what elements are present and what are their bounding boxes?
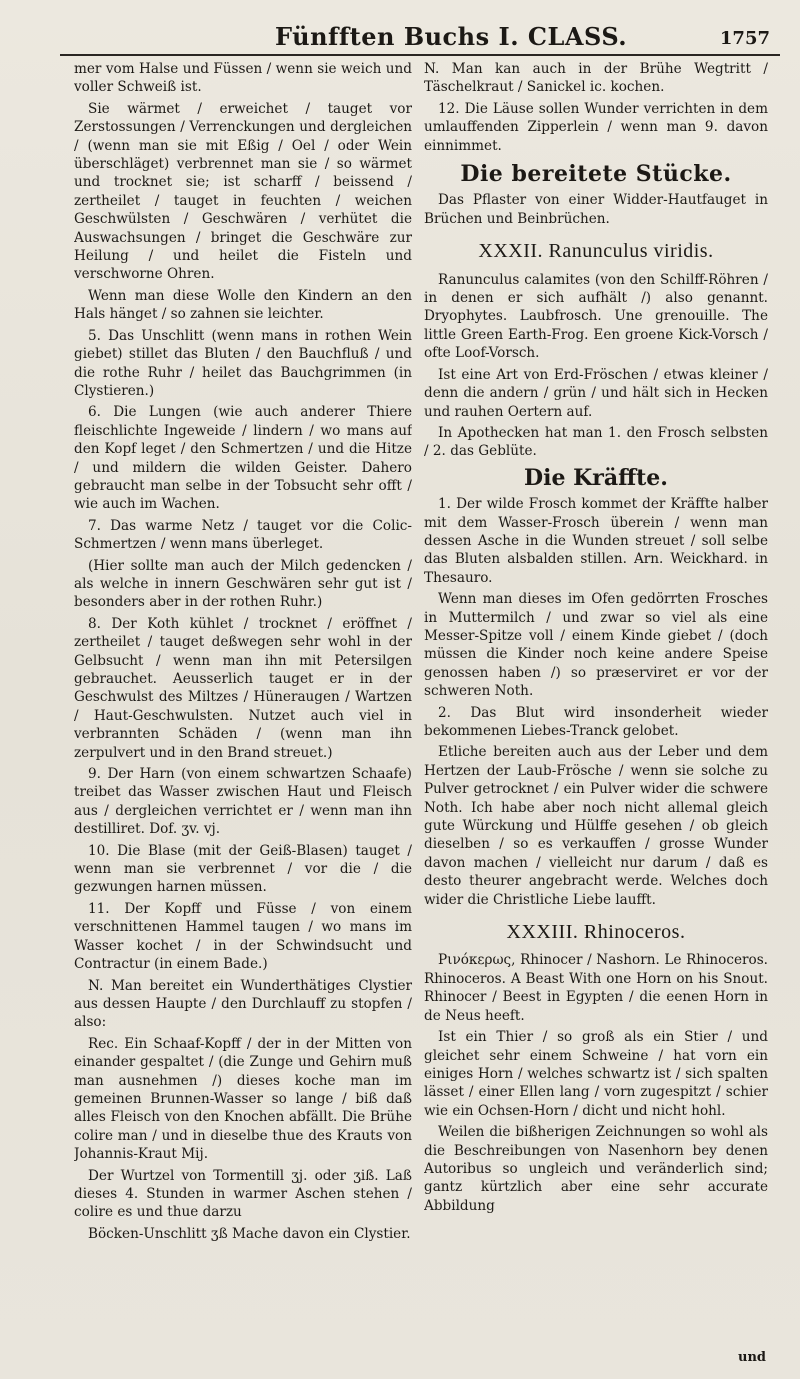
paragraph: Wenn man dieses im Ofen gedörrten Frosches in Muttermilch / und zwar so viel als eine Messer-Spitze voll / einem Kinde giebet / (doch müssen die Kinder noch keine andere Speise genossen haben /) so præserviret er vor der schweren Noth. xyxy=(424,591,768,700)
paragraph: Ist ein Thier / so groß als ein Stier / und gleichet sehr einem Schweine / hat vorn ein einiges Horn / welches schwartz ist / sich spalten lässet / einer Ellen lang / vorn zugespitzt / schier wie ein Ochsen-Horn / dicht und nicht hohl. xyxy=(424,1029,768,1119)
paragraph: 5. Das Unschlitt (wenn mans in rothen Wein giebet) stillet das Bluten / den Bauchfluß / und die rothe Ruhr / heilet das Bauchgrimmen (in Clystieren.) xyxy=(74,327,412,399)
paragraph: Ρινόκερως, Rhinocer / Nashorn. Le Rhinoceros. Rhinoceros. A Beast With one Horn on his Snout. Rhinocer / Beest in Egypten / die eenen Horn in de Neus heeft. xyxy=(424,952,768,1024)
entry-heading: XXXII. Ranunculus viridis. xyxy=(478,240,714,263)
paragraph: 7. Das warme Netz / tauget vor die Colic-Schmertzen / wenn mans überleget. xyxy=(74,517,412,553)
page-number: 1757 xyxy=(719,28,770,49)
paragraph: N. Man kan auch in der Brühe Wegtritt / Täschelkraut / Sanickel ic. kochen. xyxy=(424,61,768,96)
paragraph: In Apothecken hat man 1. den Frosch selbsten / 2. das Geblüte. xyxy=(424,424,768,460)
paragraph: 12. Die Läuse sollen Wunder verrichten in dem umlauffenden Zipperlein / wenn man 9. davon einnimmet. xyxy=(424,100,768,154)
paragraph: 10. Die Blase (mit der Geiß-Blasen) tauget / wenn man sie verbrennet / vor die / die gezwungen harnen müssen. xyxy=(74,842,412,896)
entry-heading: XXXIII. Rhinoceros. xyxy=(506,921,686,944)
paragraph: mer vom Halse und Füssen / wenn sie weich und voller Schweiß ist. xyxy=(74,61,412,96)
paragraph: Böcken-Unschlitt ʒß Mache davon ein Clystier. xyxy=(88,1225,411,1242)
paragraph: 9. Der Harn (von einem schwartzen Schaafe) treibet das Wasser zwischen Haut und Fleisch aus / dergleichen verrichtet er / wenn man ihn destilliret. Dof. ʒv. vj. xyxy=(74,766,412,838)
paragraph: 11. Der Kopff und Füsse / von einem verschnittenen Hammel taugen / wo mans im Wasser kochet / in der Schwindsucht und Contractur (in einem Bade.) xyxy=(74,900,412,973)
paragraph: Das Pflaster von einer Widder-Hautfauget in Brüchen und Beinbrüchen. xyxy=(424,192,768,227)
paragraph: Sie wärmet / erweichet / tauget vor Zerstossungen / Verrenckungen und dergleichen / (wenn man sie mit Eßig / Oel / oder Wein überschläget) verbrennet man sie / so wärmet und trocknet sie; ist scharff / beissend / zertheilet / tauget in feuchten / weichen Geschwülsten / Geschwären / verhütet die Auswachsungen / bringet die Geschwäre zur Heilung / und heilet die Fisteln und verschworne Ohren. xyxy=(74,100,412,283)
paragraph: Weilen die bißherigen Zeichnungen so wohl als die Beschreibungen von Nasenhorn bey denen Autoribus so ungleich und veränderlich sind; gantz kürtzlich aber eine sehr accurate Abbildung xyxy=(424,1124,768,1214)
paragraph: (Hier sollte man auch der Milch gedencken / als welche in innern Geschwären sehr gut ist / besonders aber in der rothen Ruhr.) xyxy=(74,557,412,611)
running-title: Fünfften Buchs I. CLASS. xyxy=(275,22,628,51)
paragraph: Rec. Ein Schaaf-Kopff / der in der Mitten von einander gespaltet / (die Zunge und Gehirn muß man ausnehmen /) dieses koche man im gemeinen Brunnen-Wasser so lange / biß daß alles Fleisch von den Knochen abfällt. Die Brühe colire man / und in dieselbe thue des Krauts von Johannis-Kraut Mij. xyxy=(74,1035,412,1163)
paragraph: Ranunculus calamites (von den Schilff-Röhren / in denen er sich aufhält /) also genannt. Dryophytes. Laubfrosch. Une grenouille. The little Green Earth-Frog. Een groene Kick-Vorsch / ofte Loof-Vorsch. xyxy=(424,271,768,362)
paragraph: 8. Der Koth kühlet / trocknet / eröffnet / zertheilet / tauget deßwegen sehr wohl in der Gelbsucht / wenn man ihn mit Petersilgen gebrauchet. Aeusserlich tauget er in der Geschwulst des Miltzes / Hüneraugen / Wartzen / Haut-Geschwulsten. Nutzet auch viel in verbrannten Schäden / (wenn man ihn zerpulvert und in den Brand streuet.) xyxy=(74,615,412,761)
paragraph: N. Man bereitet ein Wunderthätiges Clystier aus dessen Haupte / den Durchlauff zu stopfen / also: xyxy=(74,977,412,1031)
paragraph: Etliche bereiten auch aus der Leber und dem Hertzen der Laub-Frösche / wenn sie solche zu Pulver getrocknet / ein Pulver wider die schwere Noth. Ich habe aber noch nicht allemal gleich gute Würckung und Hülffe gesehen / ob gleich dieselben / so es verkauffen / grosse Wunder davon machen / vielleicht nur darum / daß es desto theurer angebracht werde. Welches doch wider die Christliche Liebe laufft. xyxy=(424,744,768,908)
paragraph: Wenn man diese Wolle den Kindern an den Hals hänget / so zahnen sie leichter. xyxy=(74,287,412,323)
right-column xyxy=(424,60,768,1360)
left-column xyxy=(74,60,412,1360)
paragraph: 2. Das Blut wird insonderheit wieder bekommenen Liebes-Tranck gelobet. xyxy=(424,704,768,739)
paragraph: Ist eine Art von Erd-Fröschen / etwas kleiner / denn die andern / grün / und hält sich in Hecken und rauhen Oertern auf. xyxy=(424,366,768,420)
page-header xyxy=(60,14,780,56)
section-heading: Die Kräffte. xyxy=(524,464,668,491)
paragraph: 6. Die Lungen (wie auch anderer Thiere fleischlichte Ingeweide / lindern / wo mans auf den Kopf leget / den Schmertzen / und die Hitze / und mildern die wilden Geister. Dahero gebraucht man selbe in der Tobsucht sehr offt / wie auch im Wachen. xyxy=(74,404,412,513)
paragraph: 1. Der wilde Frosch kommet der Kräffte halber mit dem Wasser-Frosch überein / wenn man dessen Asche in die Wunden streuet / soll selbe das Bluten alsbalden stillen. Arn. Weickhard. in Thesauro. xyxy=(424,496,768,586)
section-heading: Die bereitete Stücke. xyxy=(460,161,732,188)
paragraph: Der Wurtzel von Tormentill ʒj. oder ʒiß. Laß dieses 4. Stunden in warmer Aschen stehen / colire es und thue darzu xyxy=(74,1167,412,1221)
catchword: und xyxy=(738,1350,766,1365)
